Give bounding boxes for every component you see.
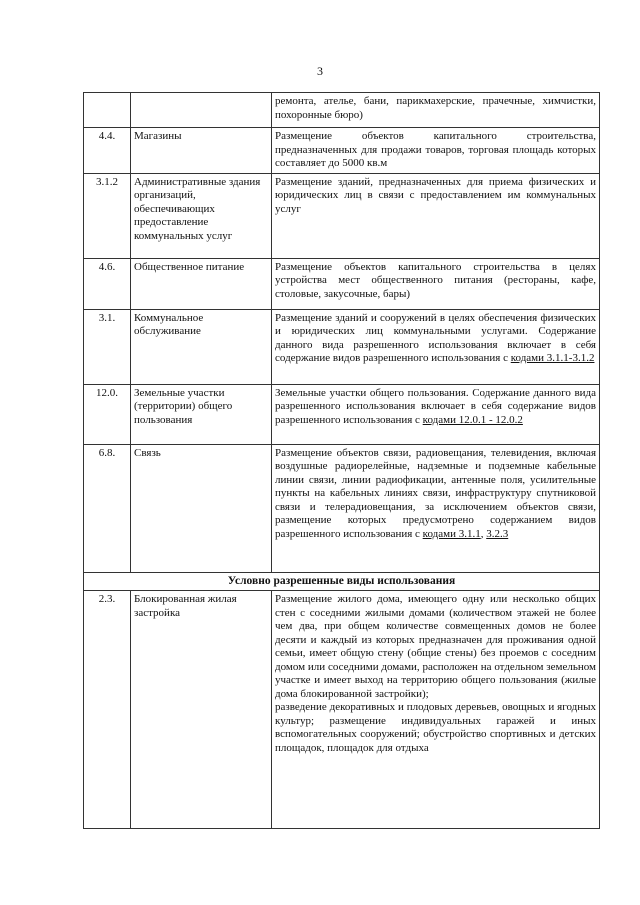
description-text: Размещение зданий и сооружений в целях обеспечения физических и юридических лиц коммунальными услугами. Содержание данного вида разрешенного использования включает в себя содержание видов разрешенного использования с	[275, 311, 596, 364]
description-text: Размещение объектов связи, радиовещания, телевидения, включая воздушные радиорелейные, надземные и подземные кабельные линии связи, линии радиофикации, антенные поля, усилительные пункты на кабельных линиях связи, инфраструктуру спутниковой связи и телерадиовещания, за исключением объектов связи, размещение которых предусмотрено содержанием видов разрешенного использования с	[275, 446, 596, 540]
name-cell: Административные здания организаций, обеспечивающих предоставление коммунальных услуг	[131, 173, 272, 258]
description-cell	[272, 591, 600, 829]
code-cell: 6.8.	[84, 444, 131, 572]
section-header-row	[84, 572, 600, 591]
table-row	[84, 93, 600, 128]
code-cell: 4.4.	[84, 128, 131, 174]
description-cell: Размещение объектов капитального строительства в целях устройства мест общественного питания (рестораны, кафе, столовые, закусочные, бары)	[272, 258, 600, 309]
reference-separator: ,	[480, 527, 487, 540]
table-row	[84, 258, 600, 309]
table-row	[84, 591, 600, 829]
code-reference-link[interactable]: кодами 12.0.1 - 12.0.2	[422, 413, 523, 426]
description-text: Размещение жилого дома, имеющего одну или несколько общих стен с соседними жилыми домами (количеством этажей не более чем два, при общем количестве совмещенных домов не более десяти и каждый из которых предназначен для проживания одной семьи, имеет общую стену (общие стены) без проемов с соседним домом или соседними домами, расположен на отдельном земельном участке и имеет выход на территорию общего пользования (жилые дома блокированной застройки);	[275, 593, 596, 700]
table-row	[84, 128, 600, 174]
table-row	[84, 384, 600, 444]
section-title: Условно разрешенные виды использования	[84, 572, 600, 591]
page-number: 3	[317, 64, 323, 78]
description-text: Земельные участки общего пользования. Содержание данного вида разрешенного использования включает в себя содержание видов разрешенного использования с	[275, 386, 596, 426]
description-cell	[272, 444, 600, 572]
code-cell: 12.0.	[84, 384, 131, 444]
description-cell: Размещение зданий, предназначенных для приема физических и юридических лиц в связи с предоставлением им коммунальных услуг	[272, 173, 600, 258]
table-row	[84, 444, 600, 572]
description-cell: ремонта, ателье, бани, парикмахерские, прачечные, химчистки, похоронные бюро)	[272, 93, 600, 128]
land-use-table	[83, 92, 600, 829]
code-reference-link[interactable]: 3.2.3	[486, 527, 509, 540]
table-row	[84, 309, 600, 384]
name-cell: Магазины	[131, 128, 272, 174]
table-row	[84, 173, 600, 258]
description-text: разведение декоративных и плодовых деревьев, овощных и ягодных культур; размещение индивидуальных гаражей и иных вспомогательных сооружений; обустройство спортивных и детских площадок, площадок для отдыха	[275, 701, 596, 754]
name-cell: Связь	[131, 444, 272, 572]
name-cell: Общественное питание	[131, 258, 272, 309]
description-cell	[272, 309, 600, 384]
description-cell: Размещение объектов капитального строительства, предназначенных для продажи товаров, торговая площадь которых составляет до 5000 кв.м	[272, 128, 600, 174]
code-cell: 2.3.	[84, 591, 131, 829]
name-cell: Земельные участки (территории) общего пользования	[131, 384, 272, 444]
code-reference-link[interactable]: кодами 3.1.1-3.1.2	[510, 352, 595, 364]
name-cell: Блокированная жилая застройка	[131, 591, 272, 829]
code-reference-link[interactable]: кодами 3.1.1	[422, 527, 481, 540]
name-cell	[131, 93, 272, 128]
code-cell	[84, 93, 131, 128]
code-cell: 4.6.	[84, 258, 131, 309]
name-cell: Коммунальное обслуживание	[131, 309, 272, 384]
code-cell: 3.1.	[84, 309, 131, 384]
code-cell: 3.1.2	[84, 173, 131, 258]
description-cell	[272, 384, 600, 444]
